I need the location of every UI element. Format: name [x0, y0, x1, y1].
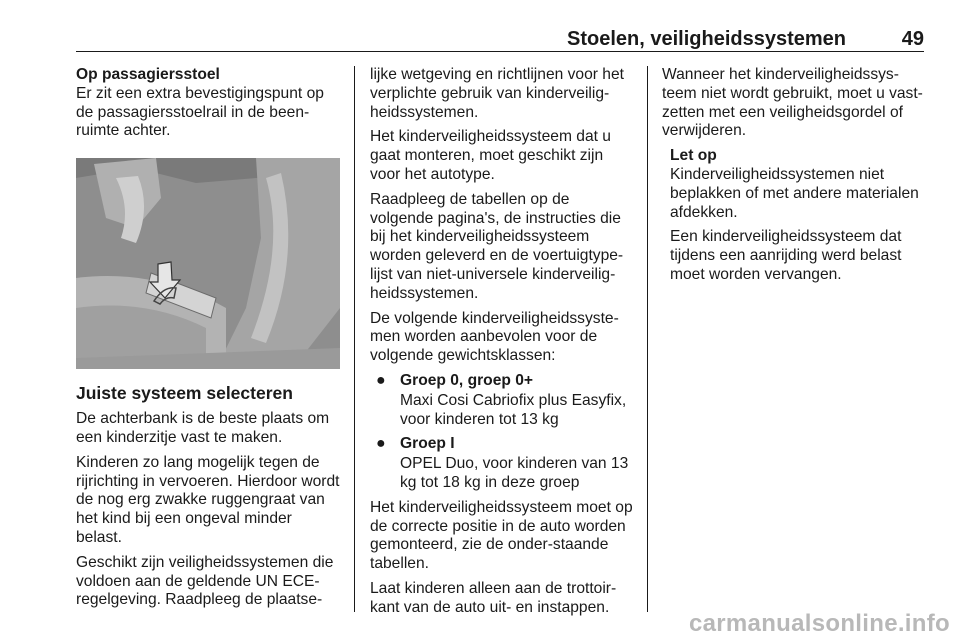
paragraph-1: De achterbank is de beste plaats om een kinderzitje vast te maken.	[76, 410, 330, 446]
note-box	[662, 147, 928, 285]
column-1	[76, 66, 342, 616]
paragraph-3: Geschikt zijn veiligheidssystemen die voldoen aan de geldende UN ECE-regelgeving. Raadpleeg de plaatse-	[76, 553, 334, 609]
list-item	[370, 435, 634, 492]
column-divider-1	[354, 66, 355, 612]
note-paragraph-2: Een kinderveiligheidssysteem dat tijdens een aanrijding werd belast moet worden vervangen.	[670, 228, 902, 283]
paragraph-3: Raadpleeg de tabellen op de volgende pagina's, de instructies die bij het kinderveiligheidssysteem worden geleverd en de voertuigtype-lijst van niet-universele kinderveilig-heidssystemen.	[370, 190, 624, 302]
paragraph-passenger-seat: Er zit een extra bevestigingspunt op de passagiersstoelrail in de been-ruimte achter.	[76, 84, 324, 140]
paragraph-1: Wanneer het kinderveiligheidssys-teem niet wordt gebruikt, moet u vast-zetten met een veiligheidsgordel of verwijderen.	[662, 66, 923, 140]
section-heading: Juiste systeem selecteren	[76, 383, 293, 404]
page-title: Stoelen, veiligheidssystemen	[567, 28, 846, 50]
column-divider-2	[647, 66, 648, 612]
page-number: 49	[901, 28, 924, 50]
note-heading: Let op	[670, 147, 717, 165]
paragraph-1: lijke wetgeving en richtlijnen voor het verplichte gebruik van kinderveilig-heidssystemen.	[370, 66, 624, 121]
bullet-icon: ●	[376, 435, 386, 453]
list-item	[370, 372, 634, 429]
seat-rail-drawing	[76, 158, 340, 369]
paragraph-2: Het kinderveiligheidssysteem dat u gaat monteren, moet geschikt zijn voor het autotype.	[370, 128, 611, 183]
page-header	[76, 28, 924, 52]
note-paragraph-1: Kinderveiligheidssystemen niet beplakken of met andere materialen afdekken.	[670, 165, 919, 221]
column-3	[662, 66, 928, 291]
bullet-icon: ●	[376, 371, 386, 389]
paragraph-6: Laat kinderen alleen aan de trottoir-kant van de auto uit- en instappen.	[370, 579, 617, 616]
column-2	[370, 66, 634, 624]
list-item-title: Groep 0, groep 0+	[400, 371, 534, 389]
list-item-text: OPEL Duo, voor kinderen van 13 kg tot 18 kg in deze groep	[400, 455, 629, 491]
anchor-point-illustration	[76, 158, 340, 369]
paragraph-2: Kinderen zo lang mogelijk tegen de rijrichting in vervoeren. Hierdoor wordt de nog erg zwakke ruggengraat van het kind bij een ongeval minder belast.	[76, 453, 340, 546]
list-item-title: Groep I	[400, 435, 455, 453]
list-item-text: Maxi Cosi Cabriofix plus Easyfix, voor kinderen tot 13 kg	[400, 391, 627, 428]
paragraph-5: Het kinderveiligheidssysteem moet op de correcte positie in de auto worden gemonteerd, zie de onder-staande tabellen.	[370, 498, 633, 573]
watermark: carmanualsonline.info	[688, 610, 950, 637]
paragraph-4: De volgende kinderveiligheidssyste-men worden aanbevolen voor de volgende gewichtsklassen:	[370, 309, 619, 365]
heading-passenger-seat: Op passagiersstoel	[76, 66, 220, 83]
